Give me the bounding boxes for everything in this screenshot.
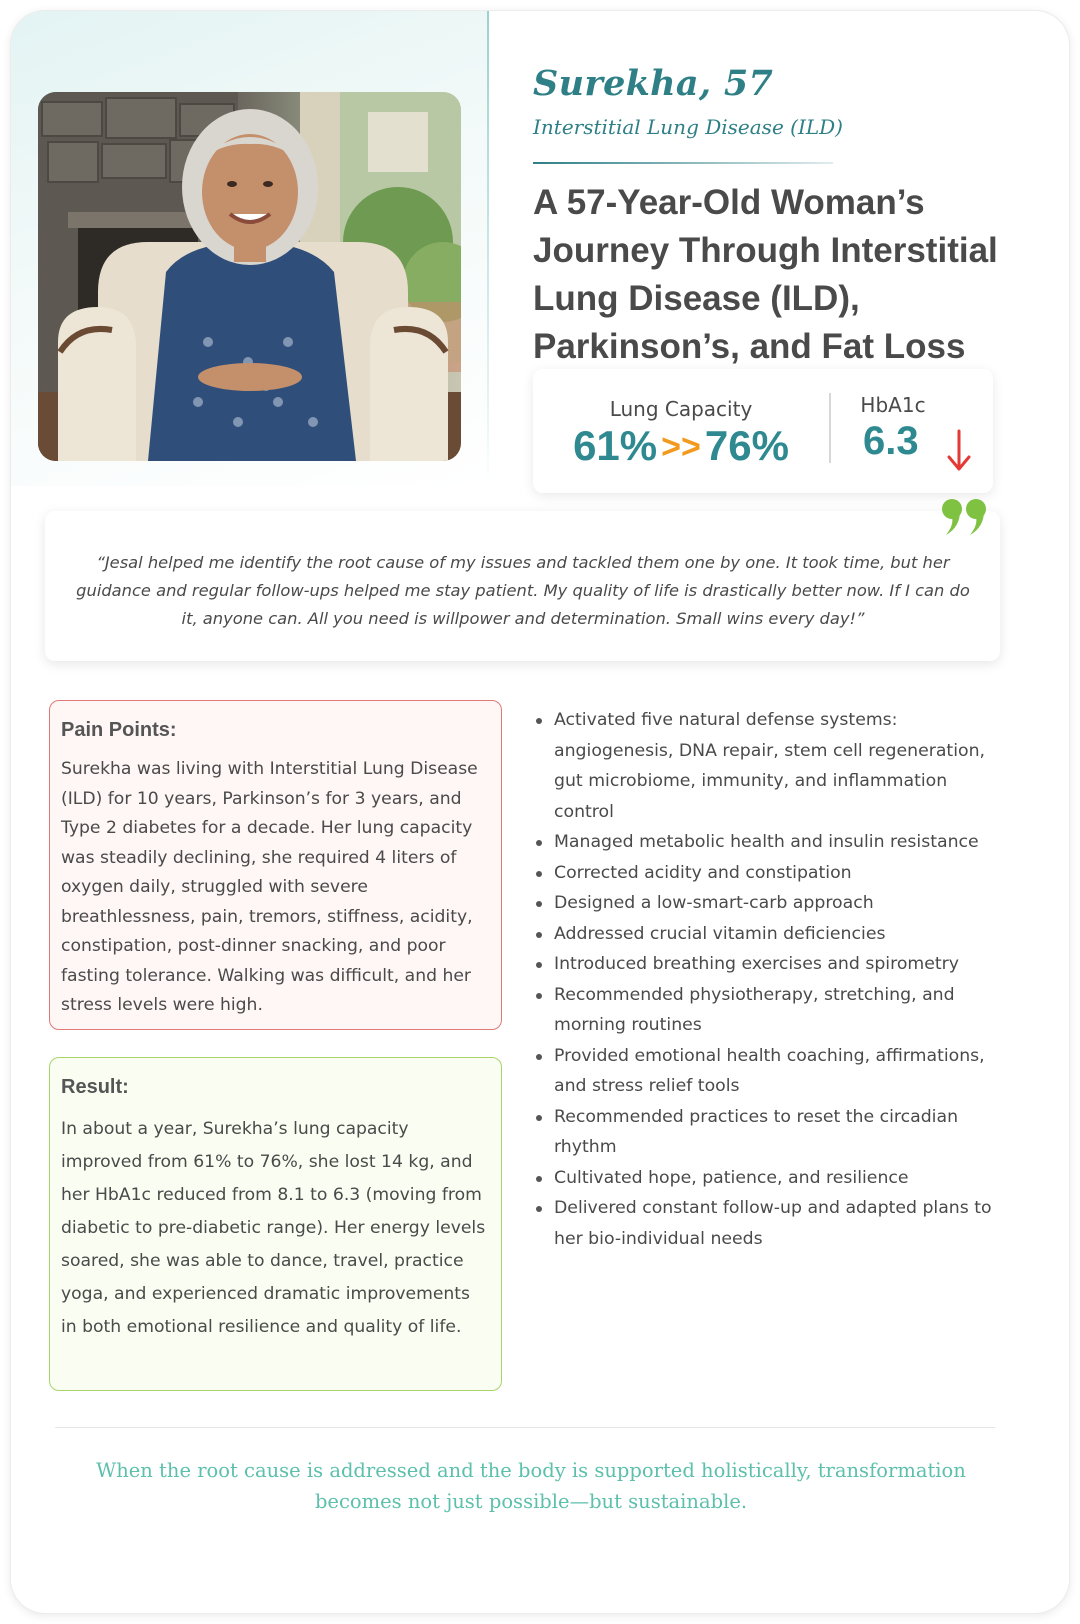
result-title: Result: — [61, 1076, 129, 1098]
list-item: Managed metabolic health and insulin resistance — [536, 827, 1006, 858]
pain-points-title: Pain Points: — [61, 719, 177, 741]
quote-icon — [940, 497, 990, 537]
list-item: Introduced breathing exercises and spirometry — [536, 949, 1006, 980]
page-title: A 57-Year-Old Woman’s Journey Through Interstitial Lung Disease (ILD), Parkinson’s, and Fat Loss — [533, 183, 998, 366]
patient-name: Surekha, 57 — [533, 63, 774, 104]
list-item: Provided emotional health coaching, affirmations, and stress relief tools — [536, 1041, 1006, 1102]
list-item: Recommended physiotherapy, stretching, and morning routines — [536, 980, 1006, 1041]
title-divider — [533, 162, 833, 164]
vertical-divider — [487, 11, 489, 486]
lung-capacity-values — [533, 422, 829, 470]
list-item: Designed a low-smart-carb approach — [536, 888, 1006, 919]
list-item: Activated five natural defense systems: angiogenesis, DNA repair, stem cell regeneration, gut microbiome, immunity, and inflammation control — [536, 705, 1006, 827]
testimonial-quote — [45, 511, 1000, 661]
result-box — [49, 1057, 502, 1391]
portrait-photo — [38, 92, 461, 461]
quote-text: “Jesal helped me identify the root cause of my issues and tackled them one by one. It took time, but her guidance and regular follow-ups helped me stay patient. My quality of life is drastically better now. If I can do it, anyone can. All you need is willpower and determination. Small wins every day!” — [76, 553, 970, 628]
interventions-list — [536, 705, 1006, 1254]
list-item: Corrected acidity and constipation — [536, 858, 1006, 889]
footer-divider — [55, 1427, 995, 1428]
list-item: Recommended practices to reset the circadian rhythm — [536, 1102, 1006, 1163]
stats-divider — [829, 393, 831, 463]
result-text: In about a year, Surekha’s lung capacity improved from 61% to 76%, she lost 14 kg, and her HbA1c reduced from 8.1 to 6.3 (moving from diabetic to pre-diabetic range). Her energy levels soared, she was able to dance, travel, practice yoga, and experienced dramatic improvements in both emotional resilience and quality of life. — [61, 1119, 486, 1337]
hba1c-label: HbA1c — [860, 393, 926, 417]
lung-capacity-after: 76% — [704, 422, 789, 469]
list-item: Cultivated hope, patience, and resilience — [536, 1163, 1006, 1194]
hba1c-value: 6.3 — [863, 419, 919, 463]
closing-statement: When the root cause is addressed and the body is supported holistically, transformation becomes not just possible—but sustainable. — [96, 1459, 966, 1513]
lung-capacity-before: 61% — [573, 422, 658, 469]
lung-capacity-label: Lung Capacity — [609, 397, 753, 421]
lung-capacity-separator: >> — [661, 428, 701, 466]
list-item: Delivered constant follow-up and adapted plans to her bio-individual needs — [536, 1193, 1006, 1254]
pain-points-text: Surekha was living with Interstitial Lung Disease (ILD) for 10 years, Parkinson’s for 3 years, and Type 2 diabetes for a decade. Her lung capacity was steadily declining, she required 4 liters of oxygen daily, struggled with severe breathlessness, pain, tremors, stiffness, acidity, constipation, post-dinner snacking, and poor fasting tolerance. Walking was difficult, and her stress levels were high. — [61, 759, 478, 1015]
list-item: Addressed crucial vitamin deficiencies — [536, 919, 1006, 950]
pain-points-box — [49, 700, 502, 1030]
arrow-down-icon — [947, 429, 971, 473]
stats-box — [533, 369, 993, 493]
testimonial-card — [11, 11, 1069, 1613]
patient-condition: Interstitial Lung Disease (ILD) — [533, 115, 843, 139]
